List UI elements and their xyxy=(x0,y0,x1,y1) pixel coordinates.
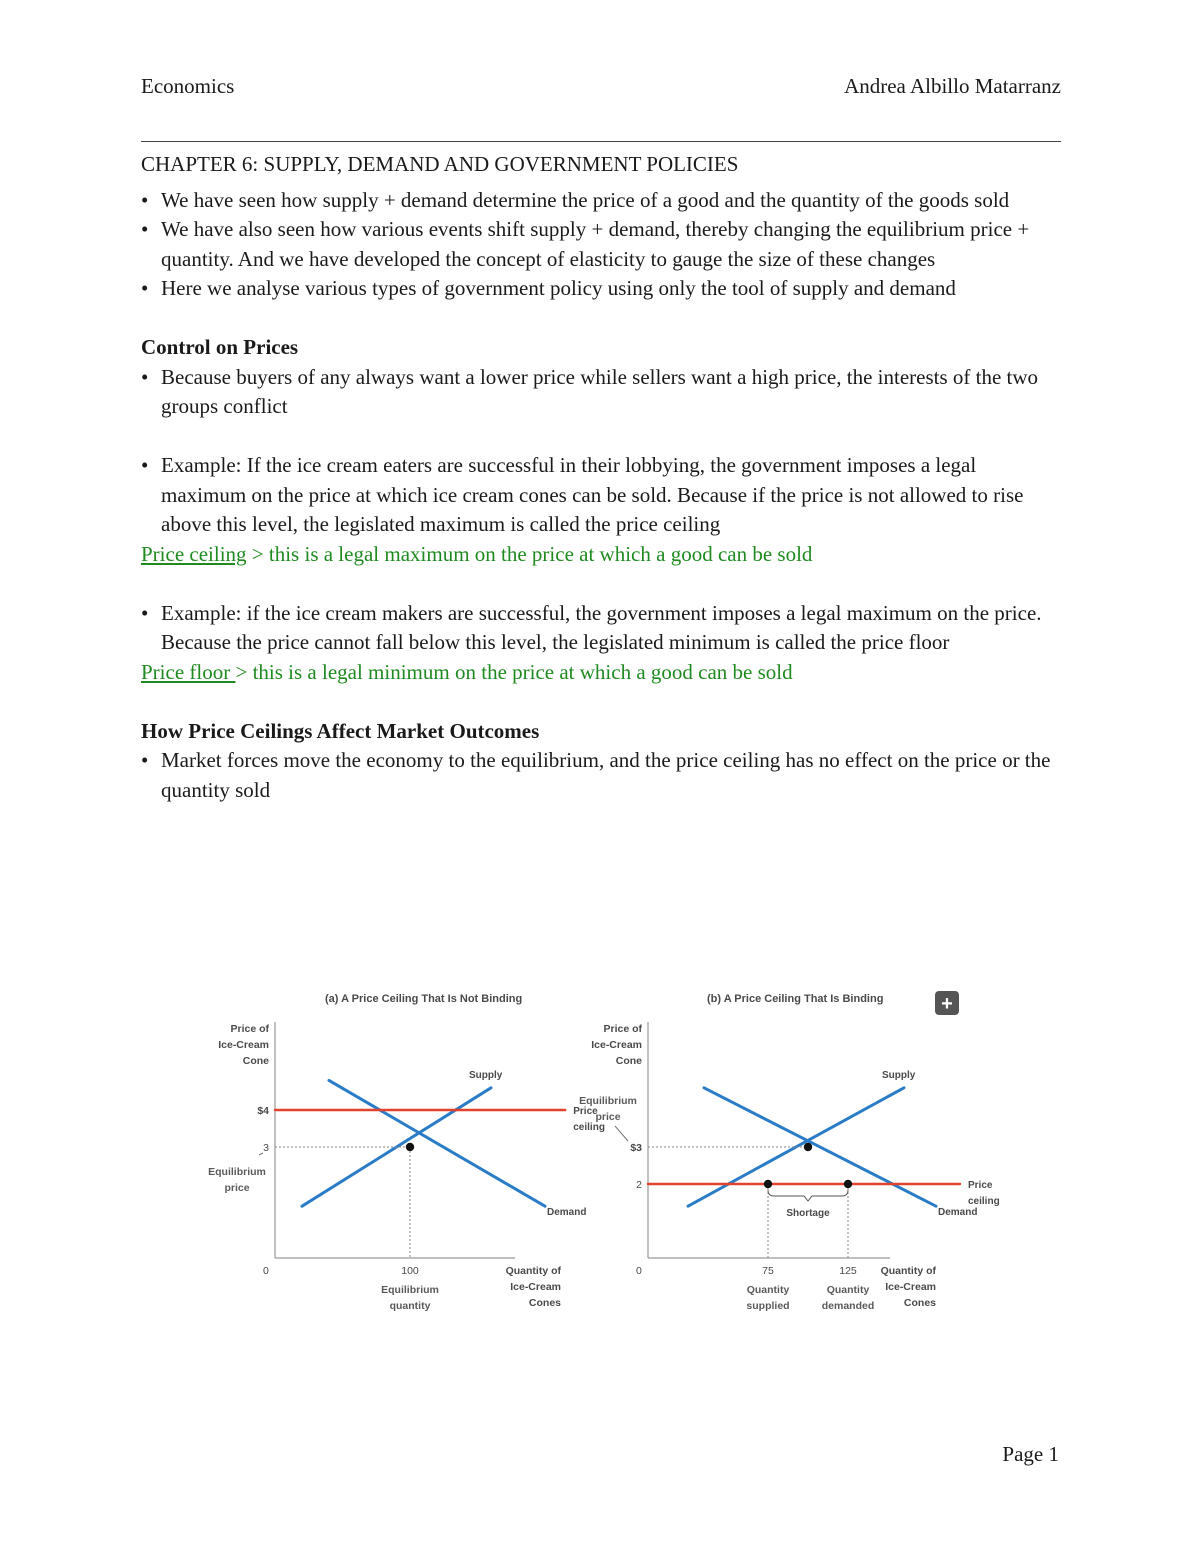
price-ceiling-definition xyxy=(141,540,1061,570)
chart-b-shortage-label: Shortage xyxy=(786,1208,830,1219)
chart-b-equilibrium-point xyxy=(804,1143,812,1151)
chart-a-ceiling-label-line-1: Price xyxy=(573,1106,598,1117)
chart-b-qs-label-line-1: Quantity xyxy=(746,1284,790,1296)
header-subject: Economics xyxy=(141,74,235,98)
price-ceiling-term: Price ceiling xyxy=(141,541,247,566)
intro-bullet-2: • We have also seen how various events shift supply + demand, thereby changing the equilibrium price + quantity. And we have developed the concept of elasticity to gauge the size of these changes xyxy=(141,215,1061,274)
chart-a-ylabel-line-2: Ice-Cream xyxy=(218,1039,269,1051)
chart-a-title: (a) A Price Ceiling That Is Not Binding xyxy=(325,993,523,1005)
chart-a-ytick-4: $4 xyxy=(257,1105,269,1117)
chart-b-xlabel-line-1: Quantity of xyxy=(880,1265,936,1277)
chart-a-xlabel-line-1: Quantity of xyxy=(505,1265,561,1277)
document-body xyxy=(141,150,1061,805)
price-floor-definition xyxy=(141,658,1061,688)
price-ceiling-charts xyxy=(195,980,1000,1330)
chart-a-supply-label: Supply xyxy=(469,1069,503,1081)
control-heading: Control on Prices xyxy=(141,335,299,359)
chart-b-eq-price-label-line-2: price xyxy=(595,1111,621,1123)
chart-b-xlabel-line-3: Cones xyxy=(903,1297,936,1309)
chart-b-shortage-bracket xyxy=(768,1190,848,1201)
chart-b-supply-label: Supply xyxy=(882,1069,916,1081)
chart-a-eq-quantity-label-line-2: quantity xyxy=(389,1300,431,1312)
price-ceiling-figure xyxy=(195,980,1000,1330)
chart-b-xlabel-line-2: Ice-Cream xyxy=(885,1281,936,1293)
ceiling-example-list xyxy=(141,451,1061,540)
page-number: Page 1 xyxy=(1002,1442,1059,1466)
chart-a-equilibrium-point xyxy=(406,1143,414,1151)
price-floor-text: > this is a legal minimum on the price at which a good can be sold xyxy=(235,659,793,684)
intro-bullet-list xyxy=(141,186,1061,304)
price-floor-term: Price floor xyxy=(141,659,236,684)
chart-b-qd-point xyxy=(844,1180,852,1188)
chart-b-eq-price-pointer xyxy=(615,1126,628,1141)
control-bullet-2: • Example: If the ice cream eaters are successful in their lobbying, the government imposes a legal maximum on the price at which ice cream cones can be sold. Because if the price is not allowed to rise above this level, the legislated maximum is called the price ceiling xyxy=(141,451,1061,540)
chart-b-qs-label-line-2: supplied xyxy=(746,1300,790,1312)
chart-a-xtick-100: 100 xyxy=(401,1265,419,1277)
chart-a-ylabel-line-1: Price of xyxy=(230,1023,269,1035)
chart-b-ceiling-label-line-1: Price xyxy=(968,1180,993,1191)
chart-a-ytick-3: 3 xyxy=(263,1142,269,1154)
chart-a-eq-price-pointer xyxy=(259,1153,263,1155)
intro-bullet-1: • We have seen how supply + demand determine the price of a good and the quantity of the goods sold xyxy=(141,186,1061,216)
header-rule xyxy=(141,141,1061,142)
chart-b-eq-price-label-line-1: Equilibrium xyxy=(579,1095,637,1107)
chart-a-eq-price-label-line-2: price xyxy=(224,1182,250,1194)
chart-a-origin-label: 0 xyxy=(263,1265,269,1277)
ceiling-bullet-list xyxy=(141,746,1061,805)
chapter-title: CHAPTER 6: SUPPLY, DEMAND AND GOVERNMENT POLICIES xyxy=(141,152,739,176)
chart-b-ylabel-line-1: Price of xyxy=(603,1023,642,1035)
chart-b-qs-point xyxy=(764,1180,772,1188)
control-bullet-list xyxy=(141,363,1061,422)
chart-a-xlabel-line-2: Ice-Cream xyxy=(510,1281,561,1293)
chart-a-demand-label: Demand xyxy=(547,1207,587,1219)
chart-b-qd-label-line-2: demanded xyxy=(821,1300,875,1312)
header-author: Andrea Albillo Matarranz xyxy=(844,74,1061,98)
chart-a-eq-price-label-line-1: Equilibrium xyxy=(208,1166,266,1178)
chart-a-demand-line xyxy=(329,1080,545,1206)
ceiling-section-heading: How Price Ceilings Affect Market Outcomes xyxy=(141,718,540,743)
chart-b-ytick-2: 2 xyxy=(636,1179,642,1191)
chart-a-ceiling-label-line-2: ceiling xyxy=(573,1122,605,1133)
chart-a-xlabel-line-3: Cones xyxy=(528,1297,561,1309)
chart-b-demand-line xyxy=(704,1088,936,1206)
chart-b-ylabel-line-2: Ice-Cream xyxy=(591,1039,642,1051)
plus-icon: + xyxy=(941,993,953,1015)
expand-button[interactable] xyxy=(935,991,959,1015)
chart-b-ylabel-line-3: Cone xyxy=(615,1055,642,1067)
control-bullet-1: • Because buyers of any always want a lower price while sellers want a high price, the interests of the two groups conflict xyxy=(141,363,1061,422)
ceiling-bullet-1: • Market forces move the economy to the equilibrium, and the price ceiling has no effect on the price or the quantity sold xyxy=(141,746,1061,805)
chart-b-origin-label: 0 xyxy=(636,1265,642,1277)
price-ceiling-text: > this is a legal maximum on the price at which a good can be sold xyxy=(246,541,813,566)
chart-b-ytick-3: $3 xyxy=(630,1142,642,1154)
chart-b-qd-label-line-1: Quantity xyxy=(826,1284,870,1296)
chart-b-demand-label: Demand xyxy=(938,1207,978,1219)
chart-a-ylabel-line-3: Cone xyxy=(242,1055,269,1067)
floor-example-list xyxy=(141,599,1061,658)
intro-bullet-3: • Here we analyse various types of government policy using only the tool of supply and demand xyxy=(141,274,1061,304)
chart-b-xtick-75: 75 xyxy=(762,1265,774,1277)
control-bullet-3: • Example: if the ice cream makers are successful, the government imposes a legal maximum on the price. Because the price cannot fall below this level, the legislated minimum is called the price floor xyxy=(141,599,1061,658)
chart-a-eq-quantity-label-line-1: Equilibrium xyxy=(381,1284,439,1296)
chart-b-title: (b) A Price Ceiling That Is Binding xyxy=(707,993,884,1005)
chart-b-ceiling-label-line-2: ceiling xyxy=(968,1196,1000,1207)
chart-b-xtick-125: 125 xyxy=(839,1265,857,1277)
